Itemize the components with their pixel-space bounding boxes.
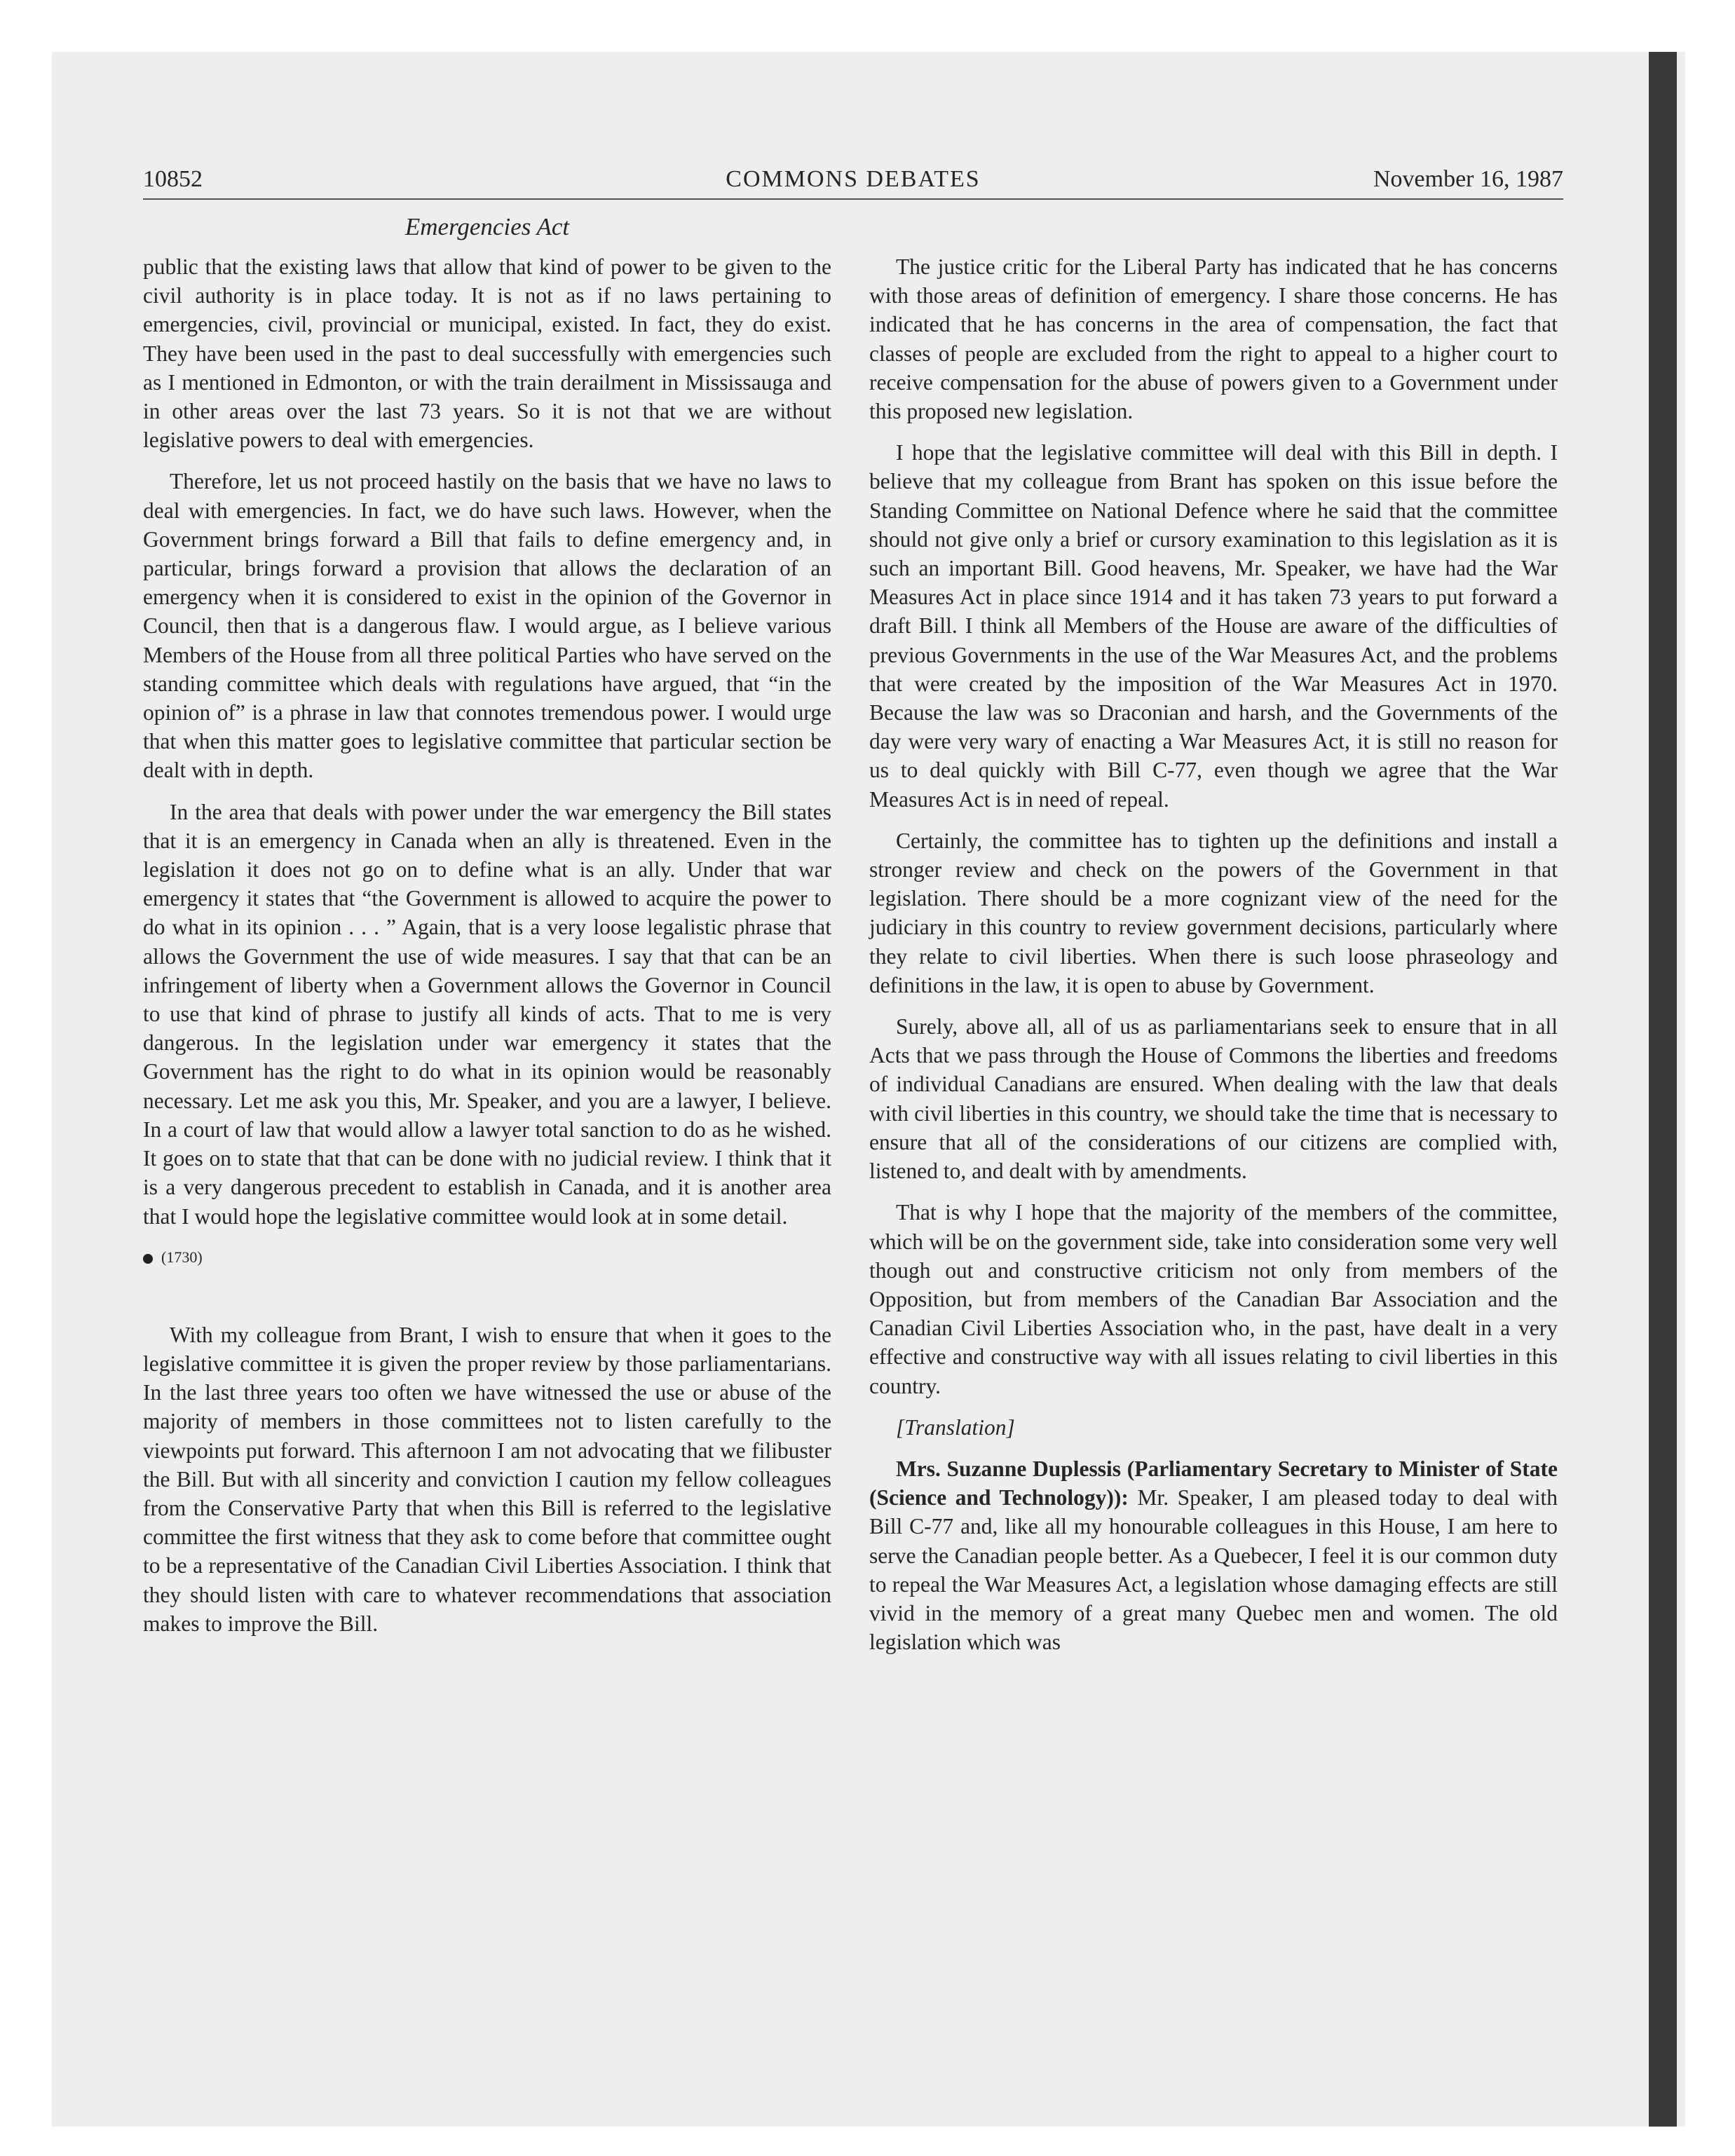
time-marker [143,1243,831,1271]
section-title: Emergencies Act [404,213,570,240]
paragraph: Certainly, the committee has to tighten up the definitions and install a stronger review and check on the powers of the Government in that legislation. There should be a more cognizant view of the need for the judiciary in this country to review government decisions, particularly where they relate to civil liberties. When there is such loose phraseology and definitions in the law, it is open to abuse by Government. [869,828,1558,997]
publication-date: November 16, 1987 [1373,166,1563,192]
journal-title: COMMONS DEBATES [726,166,981,192]
speech-paragraph [869,1454,1558,1656]
translation-tag: [Translation] [896,1414,1015,1440]
paragraph: In the area that deals with power under the war emergency the Bill states that it is an emergency in Canada when an ally is threatened. Even in the legislation it does not go on to define what is an ally. Under that war emergency it states that “the Government is allowed to acquire the power to do what in its opinion . . . ” Again, that is a very loose legalistic phrase that allows the Government the use of wide measures. I say that that can be an infringement of liberty when a Government allows the Governor in Council to use that kind of phrase to justify all kinds of acts. That to me is very dangerous. In the legislation under war emergency it states that the Government has the right to do what in its opinion would be reasonably necessary. Let me ask you this, Mr. Speaker, and you are a lawyer, I believe. In a court of law that would allow a lawyer total sanction to do as he wished. It goes on to state that that can be done with no judicial review. I think that it is a very dangerous precedent to establish in Canada, and it is another area that I would hope the legislative committee would look at in some detail. [143,799,831,1229]
time-marker-text: (1730) [161,1248,203,1266]
paragraph: That is why I hope that the majority of the members of the committee, which will be on the government side, take into consideration some very well though out and constructive criticism not only from members of the Opposition, but from members of the Canadian Bar Association and the Canadian Civil Liberties Association who, in the past, have dealt in a very effective and constructive way with all issues relating to civil liberties in this country. [869,1200,1558,1398]
page-number: 10852 [143,166,203,192]
header-rule [143,198,1563,200]
paragraph: The justice critic for the Liberal Party has indicated that he has concerns with those areas of definition of emergency. I share those concerns. He has indicated that he has concerns in the area of compensation, the fact that classes of people are excluded from the right to appeal to a higher court to receive compensation for the abuse of powers given to a Government under this proposed new legislation. [869,254,1558,424]
paragraph: With my colleague from Brant, I wish to ensure that when it goes to the legislative committee it is given the proper review by those parliamentarians. In the last three years too often we have witnessed the use or abuse of the majority of members in those committees not to listen carefully to the viewpoints put forward. This afternoon I am not advocating that we filibuster the Bill. But with all sincerity and conviction I caution my fellow colleagues from the Conservative Party that when this Bill is referred to the legislative committee the first witness that they ask to come before that committee ought to be a representative of the Canadian Civil Liberties Association. I think that they should listen with care to whatever recommendations that association makes to improve the Bill. [143,1322,831,1636]
speaker-name: Mrs. Suzanne Duplessis (Parliamentary Secretary to Minister of State (Science and Technology)): [869,1456,1558,1510]
paragraph: I hope that the legislative committee will deal with this Bill in depth. I believe that my colleague from Brant has spoken on this issue before the Standing Committee on National Defence where he said that the committee should not give only a brief or cursory examination to this legislation as it is such an important Bill. Good heavens, Mr. Speaker, we have had the War Measures Act in place since 1914 and it has taken 73 years to put forward a draft Bill. I think all Members of the House are aware of the difficulties of previous Governments in the use of the War Measures Act, and the problems that were created by the imposition of the War Measures Act in 1970. Because the law was so Draconian and harsh, and the Governments of the day were very wary of enacting a War Measures Act, it is still no reason for us to deal quickly with Bill C-77, even though we agree that the War Measures Act is in need of repeal. [869,440,1558,812]
paragraph: Surely, above all, all of us as parliamentarians seek to ensure that in all Acts that we pass through the House of Commons the liberties and freedoms of individual Canadians are ensured. When dealing with the law that deals with civil liberties in this country, we should take the time that is necessary to ensure that all of the considerations of our citizens are complied with, listened to, and dealt with by amendments. [869,1014,1558,1184]
right-column [869,252,1558,1669]
speech-text: Mr. Speaker, I am pleased today to deal with Bill C-77 and, like all my honourable colleagues in this House, I am here to serve the Canadian people better. As a Quebecer, I feel it is our common duty to repeal the War Measures Act, a legislation whose damaging effects are still vivid in the memory of a great many Quebec men and women. The old legislation which was [869,1485,1558,1655]
paragraph: Therefore, let us not proceed hastily on the basis that we have no laws to deal with emergencies. In fact, we do have such laws. However, when the Government brings forward a Bill that fails to define emergency and, in particular, brings forward a provision that allows the declaration of an emergency when it is considered to exist in the opinion of the Governor in Council, then that is a dangerous flaw. I would argue, as I believe various Members of the House from all three political Parties who have served on the standing committee which deals with regulations have argued, that “in the opinion of” is a phrase in law that connotes tremendous power. I would urge that when this matter goes to legislative committee that particular section be dealt with in depth. [143,469,831,783]
left-column [143,252,831,1651]
scan-edge-shadow [1649,52,1677,2127]
bullet-dot-icon [143,1254,153,1264]
paragraph: public that the existing laws that allow that kind of power to be given to the civil authority is in place today. It is not as if no laws pertaining to emergencies, civil, provincial or municipal, existed. In fact, they do exist. They have been used in the past to deal successfully with emergencies such as I mentioned in Edmonton, or with the train derailment in Mississauga and in other areas over the last 73 years. So it is not that we are without legislative powers to deal with emergencies. [143,254,831,453]
